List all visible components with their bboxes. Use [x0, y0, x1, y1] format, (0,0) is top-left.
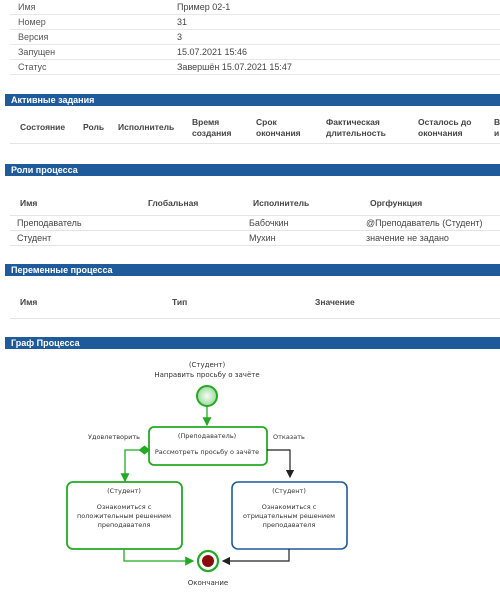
start-node-label: Направить просьбу о зачёте [154, 371, 260, 379]
role-executor[interactable]: Бабочкин [249, 218, 289, 228]
process-info-table [10, 0, 500, 75]
negative-task-role: (Студент) [272, 487, 306, 495]
graph-header[interactable]: Граф Процесса [5, 337, 500, 349]
role-name: Студент [17, 233, 52, 243]
positive-task-role: (Студент) [107, 487, 141, 495]
edge-positive-end [124, 549, 193, 561]
column-header[interactable]: Оргфункция [370, 198, 423, 208]
info-key: Статус [18, 62, 47, 72]
positive-task-line: преподавателя [97, 521, 151, 529]
info-key: Версия [18, 32, 49, 42]
role-orgfunc: @Преподаватель (Студент) [366, 218, 483, 228]
info-key: Запущен [18, 47, 56, 57]
info-row-started [10, 45, 500, 60]
negative-task-line: отрицательным решением [242, 512, 336, 520]
column-header[interactable]: Имя [20, 297, 38, 307]
positive-task-line: положительным решением [76, 512, 172, 520]
column-header[interactable]: Исполнитель [118, 122, 175, 132]
variables-header[interactable]: Переменные процесса [5, 264, 500, 276]
divider [10, 318, 500, 319]
column-header[interactable]: Глобальная [148, 198, 199, 208]
divider [10, 215, 500, 216]
role-name: Преподаватель [17, 218, 82, 228]
info-row-version [10, 30, 500, 45]
info-key: Номер [18, 17, 46, 27]
role-orgfunc: значение не задано [366, 233, 449, 243]
column-header[interactable]: Значение [315, 297, 355, 307]
info-row-name [10, 0, 500, 15]
roles-header[interactable]: Роли процесса [5, 164, 500, 176]
column-header[interactable]: Осталось до окончания [418, 117, 472, 138]
info-value: Завершён 15.07.2021 15:47 [177, 62, 292, 72]
column-header[interactable]: Фактическая длительность [326, 117, 386, 138]
info-value: Пример 02-1 [177, 2, 231, 12]
info-value: 31 [177, 17, 188, 27]
column-header[interactable]: Тип [172, 297, 188, 307]
review-task-role: (Преподаватель) [177, 432, 237, 440]
divider [10, 245, 500, 246]
info-row-number [10, 15, 500, 30]
column-header[interactable]: Роль [83, 122, 105, 132]
info-value: 15.07.2021 15:46 [177, 47, 248, 57]
info-row-status [10, 60, 500, 75]
edge-negative-end [223, 549, 289, 561]
column-header[interactable]: Исполнитель [253, 198, 310, 208]
divider [10, 230, 500, 231]
approve-label: Удовлетворить [88, 433, 140, 441]
info-key: Имя [18, 2, 36, 12]
start-node-role: (Студент) [188, 361, 226, 369]
info-value: 3 [177, 32, 183, 42]
column-header[interactable]: Время создания [192, 117, 232, 138]
positive-task-line: Ознакомиться с [96, 503, 152, 511]
negative-task-line: преподавателя [262, 521, 316, 529]
end-node-core [202, 555, 214, 567]
reject-label: Отказать [273, 433, 305, 441]
edge-approve [125, 450, 149, 481]
review-task-label: Рассмотреть просьбу о зачёте [154, 448, 260, 456]
negative-task-line: Ознакомиться с [261, 503, 317, 511]
start-node[interactable] [197, 386, 217, 406]
column-header[interactable]: Состояние [20, 122, 66, 132]
active-tasks-header[interactable]: Активные задания [5, 94, 500, 106]
column-header[interactable]: Срок окончания [256, 117, 301, 138]
edge-reject [267, 450, 290, 477]
column-header[interactable]: В и [494, 117, 500, 138]
column-header[interactable]: Имя [20, 198, 38, 208]
process-graph [0, 349, 500, 592]
role-executor[interactable]: Мухин [249, 233, 276, 243]
end-node-label: Окончание [187, 579, 229, 587]
divider [10, 143, 500, 144]
